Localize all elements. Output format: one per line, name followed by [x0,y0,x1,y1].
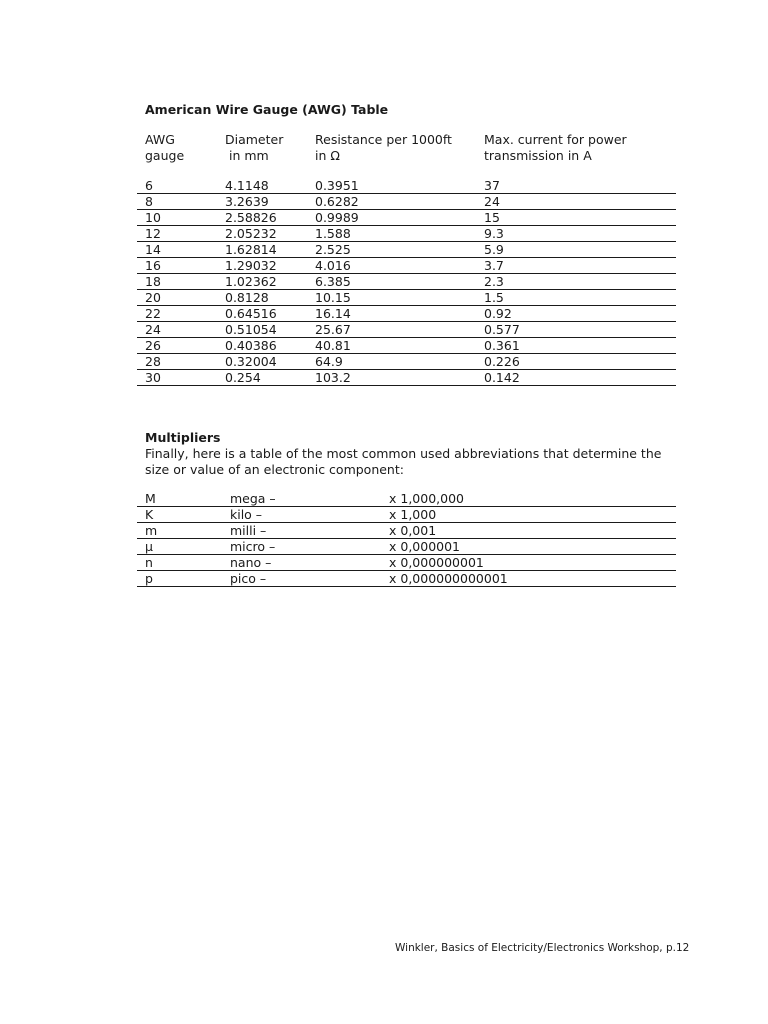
header-max-current: Max. current for power transmission in A [484,132,627,163]
awg-gauge-cell: 12 [137,226,217,242]
awg-table-header [145,132,675,166]
multiplier-row [137,555,676,571]
max-current-cell: 1.5 [476,290,676,306]
header-diameter: Diameter in mm [225,132,284,163]
header-awg-gauge: AWG gauge [145,132,185,163]
resistance-cell: 40.81 [307,338,476,354]
multiplier-value-cell: x 0,000000000001 [381,571,676,587]
resistance-cell: 4.016 [307,258,476,274]
resistance-cell: 0.3951 [307,178,476,194]
awg-table-row [137,274,676,290]
max-current-cell: 37 [476,178,676,194]
multiplier-row [137,491,676,507]
diameter-cell: 1.62814 [217,242,307,258]
multiplier-value-cell: x 0,000000001 [381,555,676,571]
diameter-cell: 0.8128 [217,290,307,306]
awg-table-row [137,370,676,386]
resistance-cell: 0.6282 [307,194,476,210]
resistance-cell: 1.588 [307,226,476,242]
awg-gauge-cell: 8 [137,194,217,210]
resistance-cell: 25.67 [307,322,476,338]
awg-gauge-cell: 26 [137,338,217,354]
multiplier-row [137,523,676,539]
diameter-cell: 0.40386 [217,338,307,354]
awg-gauge-cell: 16 [137,258,217,274]
awg-gauge-cell: 30 [137,370,217,386]
multipliers-title: Multipliers [145,430,221,445]
prefix-symbol-cell: m [137,523,222,539]
awg-gauge-cell: 6 [137,178,217,194]
awg-table-row [137,242,676,258]
resistance-cell: 6.385 [307,274,476,290]
max-current-cell: 15 [476,210,676,226]
awg-table-row [137,322,676,338]
multiplier-value-cell: x 0,001 [381,523,676,539]
awg-table-row [137,258,676,274]
awg-table-row [137,338,676,354]
max-current-cell: 0.142 [476,370,676,386]
diameter-cell: 0.64516 [217,306,307,322]
max-current-cell: 5.9 [476,242,676,258]
prefix-name-cell: kilo – [222,507,381,523]
prefix-symbol-cell: n [137,555,222,571]
prefix-name-cell: milli – [222,523,381,539]
awg-gauge-cell: 22 [137,306,217,322]
awg-table-row [137,290,676,306]
prefix-symbol-cell: µ [137,539,222,555]
diameter-cell: 0.32004 [217,354,307,370]
awg-gauge-cell: 24 [137,322,217,338]
header-resistance: Resistance per 1000ft in Ω [315,132,452,163]
multiplier-row [137,539,676,555]
awg-table-row [137,194,676,210]
diameter-cell: 3.2639 [217,194,307,210]
diameter-cell: 4.1148 [217,178,307,194]
awg-table-row [137,178,676,194]
diameter-cell: 1.02362 [217,274,307,290]
max-current-cell: 24 [476,194,676,210]
prefix-symbol-cell: p [137,571,222,587]
multiplier-row [137,571,676,587]
page-footer: Winkler, Basics of Electricity/Electronics Workshop, p.12 [395,942,690,954]
multipliers-table [137,491,676,587]
diameter-cell: 0.51054 [217,322,307,338]
multiplier-value-cell: x 1,000,000 [381,491,676,507]
prefix-symbol-cell: M [137,491,222,507]
multipliers-intro: Finally, here is a table of the most common used abbreviations that determine the size or value of an electronic component: [145,446,662,477]
awg-table-row [137,306,676,322]
max-current-cell: 0.577 [476,322,676,338]
awg-table [137,178,676,386]
multiplier-value-cell: x 1,000 [381,507,676,523]
awg-gauge-cell: 18 [137,274,217,290]
diameter-cell: 1.29032 [217,258,307,274]
awg-gauge-cell: 20 [137,290,217,306]
max-current-cell: 2.3 [476,274,676,290]
diameter-cell: 2.05232 [217,226,307,242]
diameter-cell: 2.58826 [217,210,307,226]
awg-table-row [137,210,676,226]
resistance-cell: 16.14 [307,306,476,322]
awg-gauge-cell: 28 [137,354,217,370]
max-current-cell: 0.361 [476,338,676,354]
multiplier-value-cell: x 0,000001 [381,539,676,555]
max-current-cell: 3.7 [476,258,676,274]
resistance-cell: 103.2 [307,370,476,386]
prefix-symbol-cell: K [137,507,222,523]
prefix-name-cell: micro – [222,539,381,555]
resistance-cell: 64.9 [307,354,476,370]
awg-table-title: American Wire Gauge (AWG) Table [145,102,389,117]
diameter-cell: 0.254 [217,370,307,386]
resistance-cell: 2.525 [307,242,476,258]
awg-gauge-cell: 10 [137,210,217,226]
awg-table-row [137,226,676,242]
max-current-cell: 0.226 [476,354,676,370]
prefix-name-cell: pico – [222,571,381,587]
multiplier-row [137,507,676,523]
max-current-cell: 9.3 [476,226,676,242]
resistance-cell: 10.15 [307,290,476,306]
prefix-name-cell: nano – [222,555,381,571]
awg-gauge-cell: 14 [137,242,217,258]
resistance-cell: 0.9989 [307,210,476,226]
max-current-cell: 0.92 [476,306,676,322]
prefix-name-cell: mega – [222,491,381,507]
awg-table-row [137,354,676,370]
